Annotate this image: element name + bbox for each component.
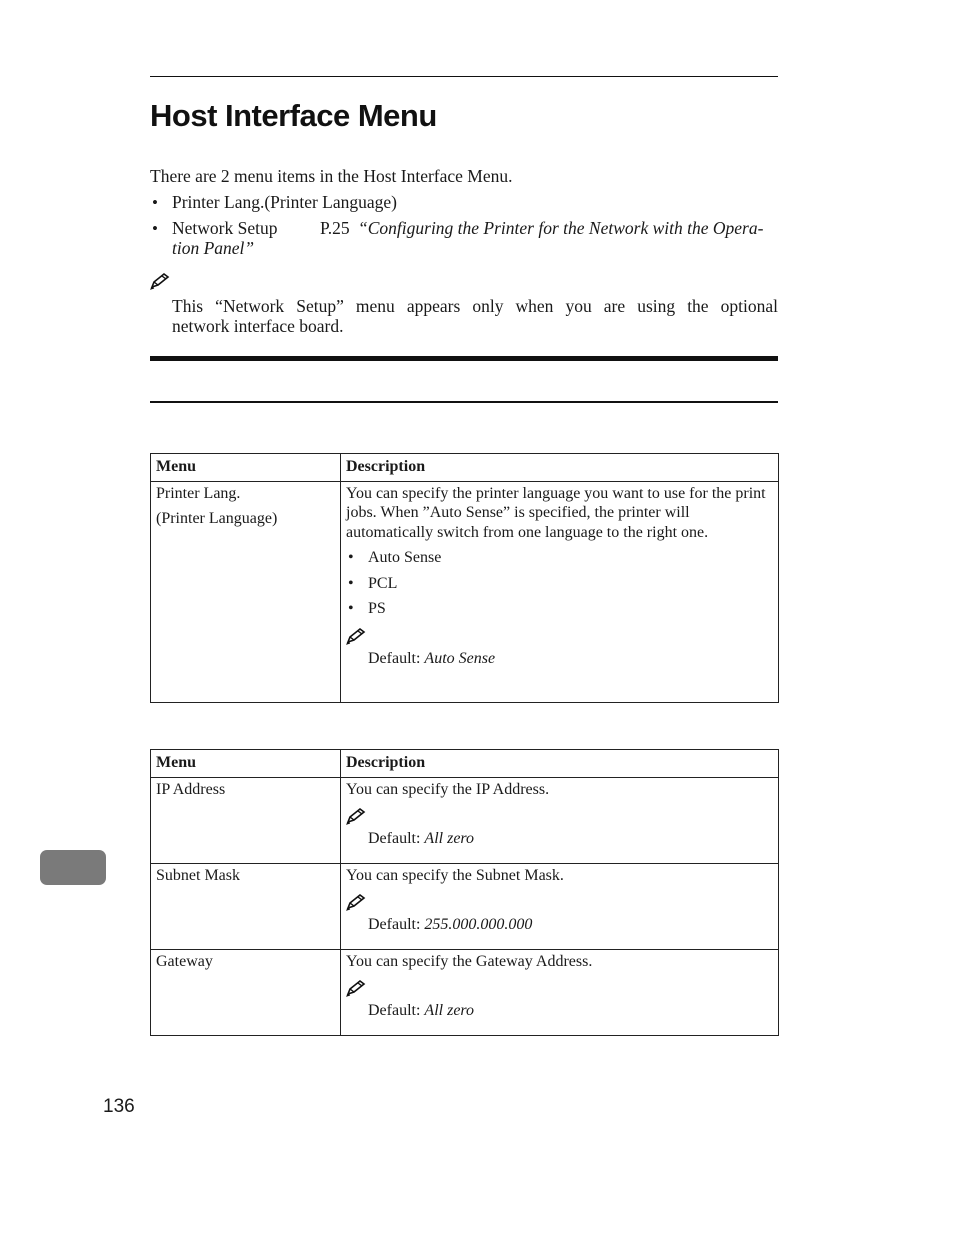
note-row — [346, 807, 773, 829]
default-label: Default: — [368, 916, 421, 933]
description-text: You can specify the Gateway Address. — [346, 952, 593, 970]
top-rule — [150, 76, 778, 77]
page-title: Host Interface Menu — [150, 98, 437, 133]
table-row — [151, 777, 779, 863]
table-row — [151, 863, 779, 949]
menu-name: IP Address — [151, 777, 341, 863]
reference-arrow-icon — [297, 223, 313, 235]
bullet-network-setup: Network Setup — [172, 218, 278, 238]
default-value-line — [346, 829, 773, 849]
menu-cell — [151, 481, 341, 702]
list-item: • PCL — [346, 574, 773, 594]
menu-name-full: (Printer Language) — [156, 510, 278, 527]
description-cell — [341, 949, 779, 1035]
pencil-note-icon — [346, 632, 366, 649]
table-row — [151, 481, 779, 702]
pencil-note-icon — [346, 898, 366, 915]
description-cell — [341, 863, 779, 949]
reference-title-line2[interactable]: tion Panel” — [172, 238, 255, 258]
option-list — [346, 548, 773, 619]
pencil-note-icon — [346, 812, 366, 829]
page-number: 136 — [103, 1096, 135, 1117]
reference-title-line1[interactable]: “Configuring the Printer for the Network with the Opera- — [358, 218, 764, 238]
note-row — [346, 893, 773, 915]
bullet-dot: • — [152, 219, 158, 238]
list-item: • PS — [346, 599, 773, 619]
table-row — [151, 949, 779, 1035]
default-value: Auto Sense — [424, 649, 496, 667]
default-label: Default: — [368, 649, 421, 667]
default-value: All zero — [424, 830, 475, 847]
default-value: All zero — [424, 1002, 475, 1019]
subsection-rule — [150, 401, 778, 403]
description-cell — [341, 481, 779, 702]
table-header-menu: Menu — [151, 750, 341, 778]
pencil-note-icon — [150, 272, 170, 290]
menu-name: Printer Lang. — [156, 484, 241, 502]
bullet-dot: • — [152, 193, 158, 212]
chapter-tab — [40, 850, 106, 885]
menu-name: Subnet Mask — [151, 863, 341, 949]
printer-lang-table — [150, 453, 779, 703]
section-rule-thick — [150, 356, 778, 361]
description-text: You can specify the Subnet Mask. — [346, 866, 564, 884]
description-cell — [341, 777, 779, 863]
default-value-line — [346, 915, 773, 935]
note-text-line2: network interface board. — [172, 316, 344, 336]
menu-name: Gateway — [151, 949, 341, 1035]
reference-page[interactable]: P.25 — [320, 218, 350, 238]
default-value-line — [346, 1001, 773, 1021]
table-header-menu: Menu — [151, 454, 341, 482]
note-row — [346, 979, 773, 1001]
note-row — [346, 627, 773, 649]
note-text-line1: This “Network Setup” menu appears only when you are using the optional — [172, 296, 778, 316]
list-item: • Auto Sense — [346, 548, 773, 568]
default-label: Default: — [368, 1002, 421, 1019]
bullet-printer-lang: Printer Lang.(Printer Language) — [172, 192, 397, 212]
description-text: You can specify the printer language you want to use for the print jobs. When ”Auto Sense” is specified, the printer will automatically switch from one language to the right one. — [346, 484, 766, 541]
table-header-description: Description — [341, 750, 779, 778]
pencil-note-icon — [346, 984, 366, 1001]
network-setup-table — [150, 749, 779, 1036]
default-label: Default: — [368, 830, 421, 847]
default-value: 255.000.000.000 — [424, 916, 533, 933]
table-header-description: Description — [341, 454, 779, 482]
description-text: You can specify the IP Address. — [346, 780, 550, 798]
intro-text: There are 2 menu items in the Host Interface Menu. — [150, 166, 513, 186]
default-value-line — [346, 649, 773, 669]
